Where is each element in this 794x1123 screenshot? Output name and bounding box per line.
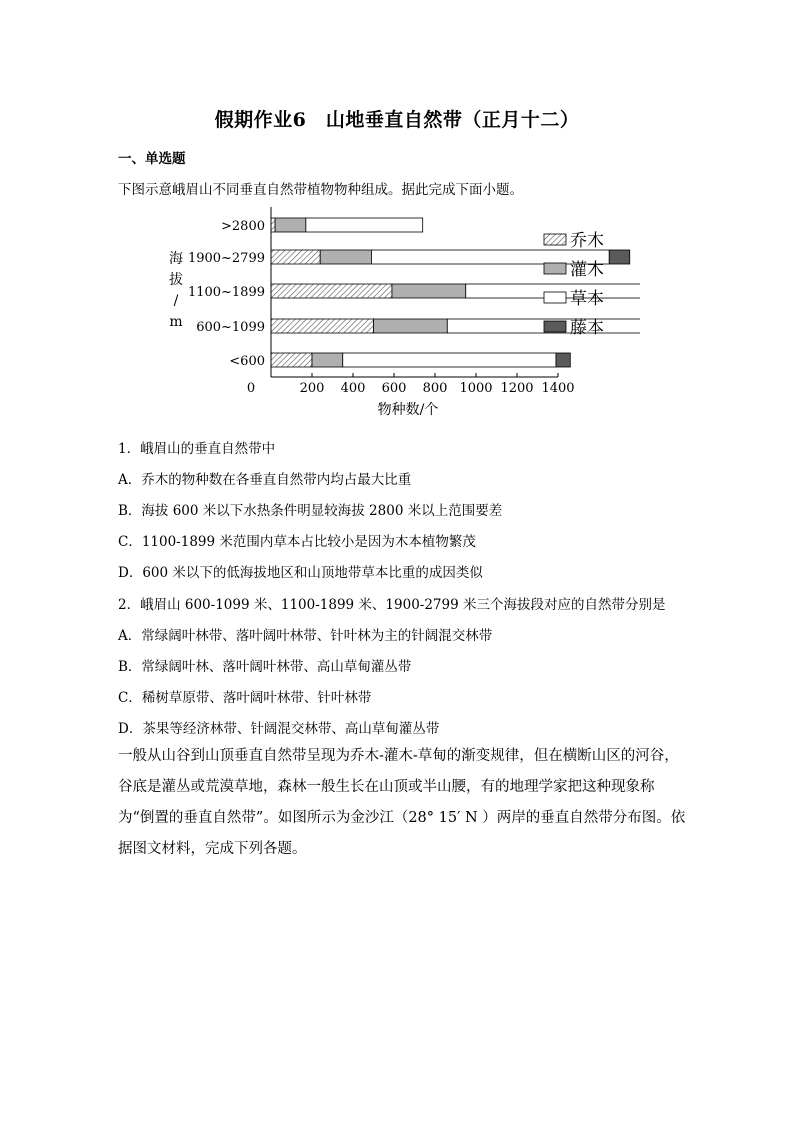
bar-1100~1899-乔木 xyxy=(271,284,392,298)
legend-swatch-灌木 xyxy=(544,263,566,274)
bar->2800-乔木 xyxy=(271,218,275,232)
q2-option-c[interactable]: C．稀树草原带、落叶阔叶林带、针叶林带 xyxy=(118,690,372,706)
bar-1900~2799-灌木 xyxy=(320,250,371,264)
x-tick-label: 600 xyxy=(381,381,407,396)
q1-option-c[interactable]: C．1100-1899 米范围内草本占比较小是因为木本植物繁茂 xyxy=(118,534,476,550)
bar-1900~2799-乔木 xyxy=(271,250,320,264)
bar-<600-藤本 xyxy=(556,353,570,367)
x-tick-label: 200 xyxy=(299,381,325,396)
legend-swatch-藤本 xyxy=(544,321,566,332)
bar-1900~2799-藤本 xyxy=(609,250,630,264)
page-title: 假期作业6 山地垂直自然带（正月十二） xyxy=(214,109,580,131)
bar-<600-灌木 xyxy=(312,353,343,367)
bar-<600-草本 xyxy=(343,353,556,367)
x-tick-label: 1400 xyxy=(541,381,575,396)
category-label: >2800 xyxy=(221,219,265,234)
category-label: 1100~1899 xyxy=(187,285,265,300)
intro-text: 下图示意峨眉山不同垂直自然带植物物种组成。据此完成下面小题。 xyxy=(118,182,523,198)
q1-option-b[interactable]: B．海拔 600 米以下水热条件明显较海拔 2800 米以上范围要差 xyxy=(118,503,503,519)
q2-option-b[interactable]: B．常绿阔叶林、落叶阔叶林带、高山草甸灌丛带 xyxy=(118,659,412,675)
legend-label: 藤本 xyxy=(570,318,604,338)
category-label: 600~1099 xyxy=(196,320,265,335)
x-tick-label: 800 xyxy=(422,381,448,396)
legend-label: 乔木 xyxy=(570,231,604,251)
x-tick-label: 1200 xyxy=(500,381,534,396)
bar-<600-乔木 xyxy=(271,353,312,367)
q1-option-a[interactable]: A．乔木的物种数在各垂直自然带内均占最大比重 xyxy=(118,472,412,488)
legend-label: 草本 xyxy=(570,289,604,309)
legend-swatch-乔木 xyxy=(544,234,566,245)
passage-text: 一般从山谷到山顶垂直自然带呈现为乔木-灌木-草甸的渐变规律，但在横断山区的河谷，谷底是灌丛或荒漠草地，森林一般生长在山顶或半山腰，有的地理学家把这种现象称为“倒置的垂直自然带”。如图所示为金沙江（28° 15′ N ）两岸的垂直自然带分布图。依据图文材料，完成下列各题。 xyxy=(118,748,686,857)
vegetation-chart xyxy=(160,205,640,420)
category-label: <600 xyxy=(229,354,265,369)
bar->2800-灌木 xyxy=(275,218,306,232)
x-axis-title: 物种数/个 xyxy=(377,402,439,418)
q2-option-a[interactable]: A．常绿阔叶林带、落叶阔叶林带、针叶林为主的针阔混交林带 xyxy=(118,628,493,644)
x-tick-label: 400 xyxy=(340,381,366,396)
bar-1100~1899-灌木 xyxy=(392,284,466,298)
bar-600~1099-灌木 xyxy=(374,319,448,333)
x-tick-label: 0 xyxy=(246,381,256,396)
q2-option-d[interactable]: D．茶果等经济林带、针阔混交林带、高山草甸灌丛带 xyxy=(118,721,440,737)
x-tick-label: 1000 xyxy=(459,381,493,396)
category-label: 1900~2799 xyxy=(187,251,265,266)
q2-stem: 2．峨眉山 600-1099 米、1100-1899 米、1900-2799 米三个海拔段对应的自然带分别是 xyxy=(118,597,666,613)
bar->2800-草本 xyxy=(306,218,423,232)
legend-label: 灌木 xyxy=(570,260,604,280)
legend-swatch-草本 xyxy=(544,292,566,303)
q1-stem: 1．峨眉山的垂直自然带中 xyxy=(118,441,276,457)
bar-600~1099-乔木 xyxy=(271,319,374,333)
section-heading: 一、单选题 xyxy=(118,151,186,167)
q1-option-d[interactable]: D．600 米以下的低海拔地区和山顶地带草本比重的成因类似 xyxy=(118,565,483,581)
y-axis-title: 海拔/ m xyxy=(169,251,183,330)
